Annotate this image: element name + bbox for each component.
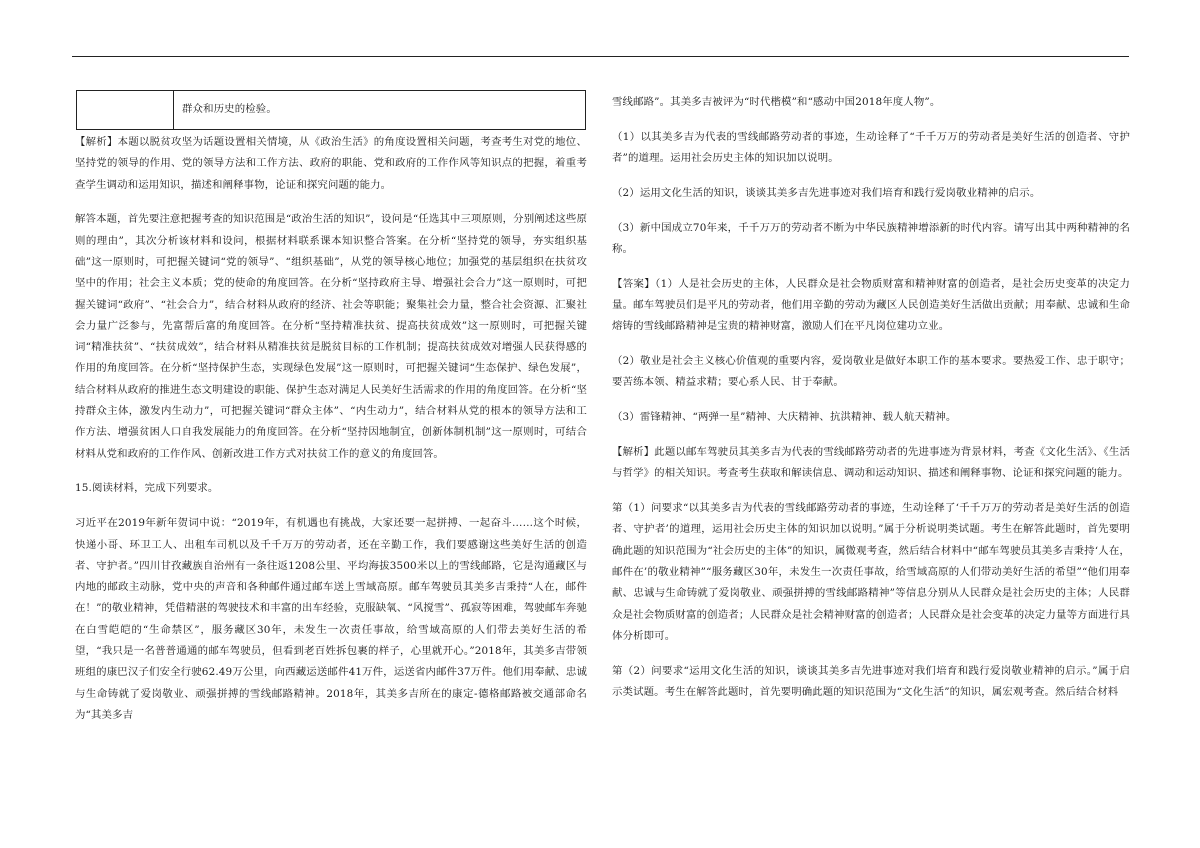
solution-paragraph: 解答本题，首先要注意把握考查的知识范围是“政治生活的知识”，设问是“任选其中三项原则，分别阐述这些原则的理由”，其次分析该材料和设问，根据材料联系课本知识整合答案。在分析“坚持党的领导，夯实组织基础”这一原则时，可把握关键词“党的领导”、“组织基础”，从党的领导核心地位；加强党的基层组织在扶贫攻坚中的作用；社会主义本质；党的使命的角度回答。在分析“坚持政府主导、增强社会合力”这一原则时，可把握关键词“政府”、“社会合力”，结合材料从政府的经济、社会等职能；聚集社会力量，整合社会资源、汇聚社会力量广泛参与，先富帮后富的角度回答。在分析“坚持精准扶贫、提高扶贫成效”这一原则时，可把握关键词“精准扶贫”、“扶贫成效”，结合材料从精准扶贫是脱贫目标的工作机制；提高扶贫成效对增强人民获得感的作用的角度回答。在分析“坚持保护生态，实现绿色发展”这一原则时，可把握关键词“生态保护、绿色发展”，结合材料从政府的推进生态文明建设的职能、保护生态对满足人民美好生活需求的作用的角度回答。在分析“坚持群众主体，激发内生动力”，可把握关键词“群众主体”、“内生动力”，结合材料从党的根本的领导方法和工作方法、增强贫困人口自我发展能力的角度回答。在分析“坚持因地制宜，创新体制机制”这一原则时，可结合材料从党和政府的工作作风、创新改进工作方式对扶贫工作的意义的角度回答。 bbox=[75, 213, 587, 460]
material-paragraph: 习近平在2019年新年贺词中说：“2019年，有机遇也有挑战，大家还要一起拼搏、一起奋斗……这个时候，快递小哥、环卫工人、出租车司机以及千千万万的劳动者，还在辛勤工作，我们要感谢这些美好生活的创造者、守护者。”四川甘孜藏族自治州有一条往返1208公里、平均海拔3500米以上的雪线邮路，它是沟通藏区与内地的邮政主动脉，党中央的声音和各种邮件通过邮车送上雪域高原。邮车驾驶员其美多吉秉持“人在，邮件在！”的敬业精神，凭借精湛的驾驶技术和丰富的出车经验，克服缺氧、“风搅雪”、孤寂等困难，驾驶邮车奔驰在白雪皑皑的“生命禁区”，服务藏区30年，未发生一次责任事故，给雪域高原的人们带去美好生活的希望，“我只是一名普普通通的邮车驾驶员，但看到老百姓拆包裹的样子，心里就开心。”2018年，其美多吉带领班组的康巴汉子们安全行驶62.49万公里，向西藏运送邮件41万件，运送省内邮件37万件。他们用奉献、忠诚与生命铸就了爱岗敬业、顽强拼搏的雪线邮路精神。2018年，其美多吉所在的康定-德格邮路被交通部命名为“其美多吉 bbox=[75, 517, 587, 721]
left-column bbox=[75, 90, 587, 740]
header-rule bbox=[72, 56, 1129, 57]
analysis-intro: 【解析】此题以邮车驾驶员其美多吉为代表的雪线邮路劳动者的先进事迹为背景材料，考查《文化生活》、《生活与哲学》的相关知识。考查考生获取和解读信息、调动和运动知识、描述和阐释事物、论证和探究问题的能力。 bbox=[612, 446, 1130, 480]
answer-3: （3）雷锋精神、“两弹一星”精神、大庆精神、抗洪精神、载人航天精神。 bbox=[612, 411, 957, 424]
analysis-paragraph: 【解析】本题以脱贫攻坚为话题设置相关情境，从《政治生活》的角度设置相关问题，考查考生对党的地位、坚持党的领导的作用、党的领导方法和工作方法、政府的职能、党和政府的工作作风等知识点的把握，着重考查学生调动和运用知识，描述和阐释事物，论证和探究问题的能力。 bbox=[75, 136, 587, 191]
question-heading: 15.阅读材料，完成下列要求。 bbox=[75, 482, 219, 495]
sub-question-2: （2）运用文化生活的知识，谈谈其美多吉先进事迹对我们培育和践行爱岗敬业精神的启示。 bbox=[612, 186, 1041, 199]
answer-table bbox=[76, 90, 586, 130]
right-column bbox=[612, 92, 1130, 717]
table-cell-text: 群众和历史的检验。 bbox=[174, 91, 586, 130]
answer-2: （2）敬业是社会主义核心价值观的重要内容，爱岗敬业是做好本职工作的基本要求。要热爱工作、忠于职守；要苦练本领、精益求精；要心系人民、甘于奉献。 bbox=[612, 355, 1130, 389]
table-cell-empty bbox=[77, 91, 174, 130]
sub-question-1: （1）以其美多吉为代表的雪线邮路劳动者的事迹，生动诠释了“千千万万的劳动者是美好生活的创造者、守护者”的道理。运用社会历史主体的知识加以说明。 bbox=[612, 130, 1130, 165]
analysis-q1: 第（1）问要求“以其美多吉为代表的雪线邮路劳动者的事迹，生动诠释了‘千千万万的劳动者是美好生活的创造者、守护者’的道理，运用社会历史主体的知识加以说明。”属于分析说明类试题。考生在解答此题时，首先要明确此题的知识范围为“社会历史的主体”的知识，属微观考查，然后结合材料中“邮车驾驶员其美多吉秉持‘人在，邮件在’的敬业精神”“服务藏区30年，未发生一次责任事故，给雪域高原的人们带动美好生活的希望”“他们用奉献、忠诚与生命铸就了爱岗敬业、顽强拼搏的雪线邮路精神”等信息分别从人民群众是社会历史的主体；人民群众是社会物质财富的创造者；人民群众是社会精神财富的创造者；人民群众是社会变革的决定力量等方面进行具体分析即可。 bbox=[612, 502, 1130, 642]
answer-1: 【答案】（1）人是社会历史的主体，人民群众是社会物质财富和精神财富的创造者，是社会历史变革的决定力量。邮车驾驶员们是平凡的劳动者，他们用辛勤的劳动为藏区人民创造美好生活做出贡献；用奉献、忠诚和生命熔铸的雪线邮路精神是宝贵的精神财富，激励人们在平凡岗位建功立业。 bbox=[612, 277, 1130, 333]
table-row bbox=[77, 91, 586, 130]
analysis-q2: 第（2）问要求“运用文化生活的知识，谈谈其美多吉先进事迹对我们培育和践行爱岗敬业精神的启示。”属于启示类试题。考生在解答此题时，首先要明确此题的知识范围为“文化生活”的知识，属宏观考查。然后结合材料 bbox=[612, 664, 1130, 699]
sub-question-3: （3）新中国成立70年来，千千万万的劳动者不断为中华民族精神增添新的时代内容。请写出其中两种精神的名称。 bbox=[612, 221, 1130, 255]
material-continuation: 雪线邮路”。其美多吉被评为“时代楷模”和“感动中国2018年度人物”。 bbox=[612, 96, 941, 108]
